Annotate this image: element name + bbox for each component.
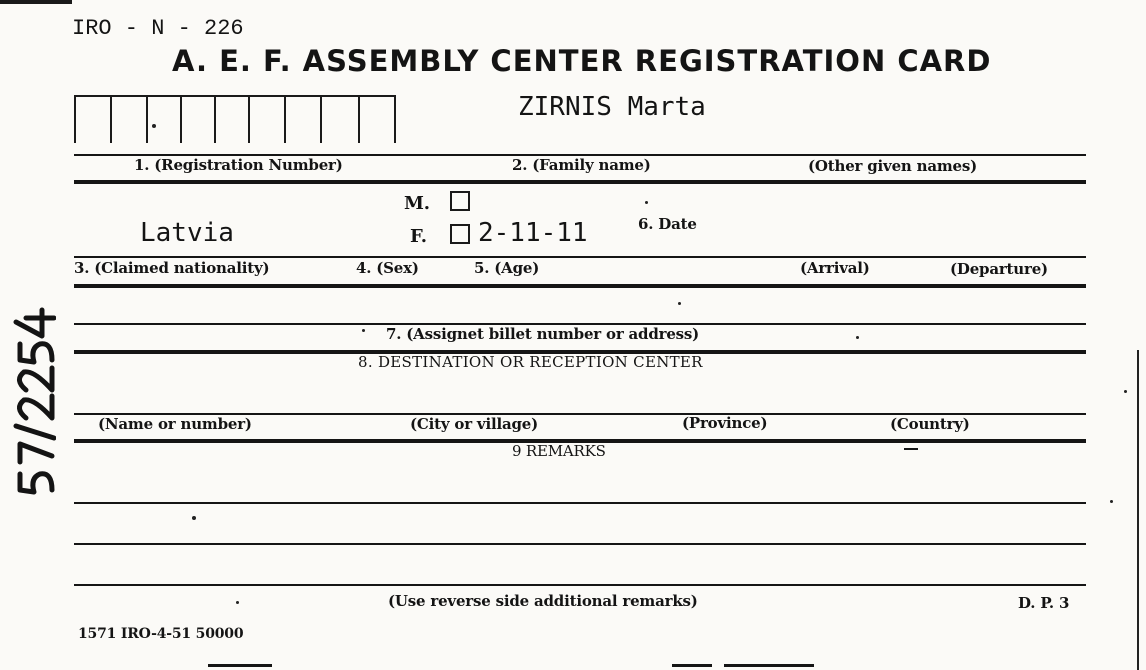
- label-name-or-number: (Name or number): [98, 415, 252, 433]
- scan-mark: [724, 664, 814, 667]
- remarks-line: [74, 584, 1086, 586]
- ink-speck: [1110, 500, 1113, 503]
- label-age: 5. (Age): [474, 259, 540, 277]
- registration-number-boxes: [74, 95, 396, 143]
- typed-nationality: Latvia: [140, 218, 234, 248]
- reg-box-divider: [214, 97, 216, 143]
- label-other-given-names: (Other given names): [808, 157, 978, 175]
- label-city-or-village: (City or village): [410, 415, 538, 433]
- ink-speck: [678, 302, 681, 305]
- ink-speck: [152, 124, 156, 128]
- reverse-side-note: (Use reverse side additional remarks): [388, 592, 698, 610]
- reg-box-divider: [110, 97, 112, 143]
- card-title: A. E. F. ASSEMBLY CENTER REGISTRATION CARD: [172, 44, 992, 78]
- ink-speck: [192, 516, 196, 520]
- label-claimed-nationality: 3. (Claimed nationality): [74, 259, 270, 277]
- ink-speck: [362, 329, 365, 332]
- ink-speck: [856, 336, 859, 339]
- label-remarks: 9 REMARKS: [512, 442, 606, 460]
- ink-dash: [904, 448, 918, 450]
- sex-option-female: F.: [410, 226, 427, 247]
- label-billet: 7. (Assignet billet number or address): [386, 325, 700, 343]
- label-departure: (Departure): [950, 260, 1048, 278]
- reg-box-divider: [284, 97, 286, 143]
- ink-speck: [236, 601, 239, 604]
- sex-option-male: M.: [404, 193, 430, 214]
- label-date: 6. Date: [638, 215, 697, 233]
- checkbox-female[interactable]: [450, 224, 470, 244]
- scan-edge: [1137, 350, 1139, 670]
- reg-box-divider: [248, 97, 250, 143]
- ink-speck: [1124, 390, 1127, 393]
- handwritten-margin-note: [6, 300, 56, 500]
- scan-mark: [672, 664, 712, 667]
- typed-full-name: ZIRNIS Marta: [518, 92, 706, 122]
- corner-mark: [0, 0, 72, 4]
- reg-box-divider: [358, 97, 360, 143]
- label-sex: 4. (Sex): [356, 259, 419, 277]
- label-family-name: 2. (Family name): [512, 156, 651, 174]
- reg-box-divider: [320, 97, 322, 143]
- remarks-line: [74, 543, 1086, 545]
- rule: [74, 284, 1086, 288]
- label-arrival: (Arrival): [800, 259, 870, 277]
- label-country: (Country): [890, 415, 970, 433]
- dp-code: D. P. 3: [1018, 594, 1070, 612]
- handwritten-note-drawing: [6, 300, 56, 500]
- scan-mark: [208, 664, 272, 667]
- label-destination: 8. DESTINATION OR RECEPTION CENTER: [358, 353, 703, 371]
- reg-box-divider: [146, 97, 148, 143]
- remarks-line: [74, 502, 1086, 504]
- typed-age: 2-11-11: [478, 218, 588, 248]
- rule: [74, 180, 1086, 184]
- reg-box-divider: [180, 97, 182, 143]
- label-registration-number: 1. (Registration Number): [134, 156, 343, 174]
- rule: [74, 256, 1086, 258]
- print-code: 1571 IRO-4-51 50000: [78, 626, 244, 642]
- label-province: (Province): [682, 414, 768, 432]
- form-id: IRO - N - 226: [72, 16, 244, 41]
- checkbox-male[interactable]: [450, 191, 470, 211]
- ink-speck: [645, 201, 648, 204]
